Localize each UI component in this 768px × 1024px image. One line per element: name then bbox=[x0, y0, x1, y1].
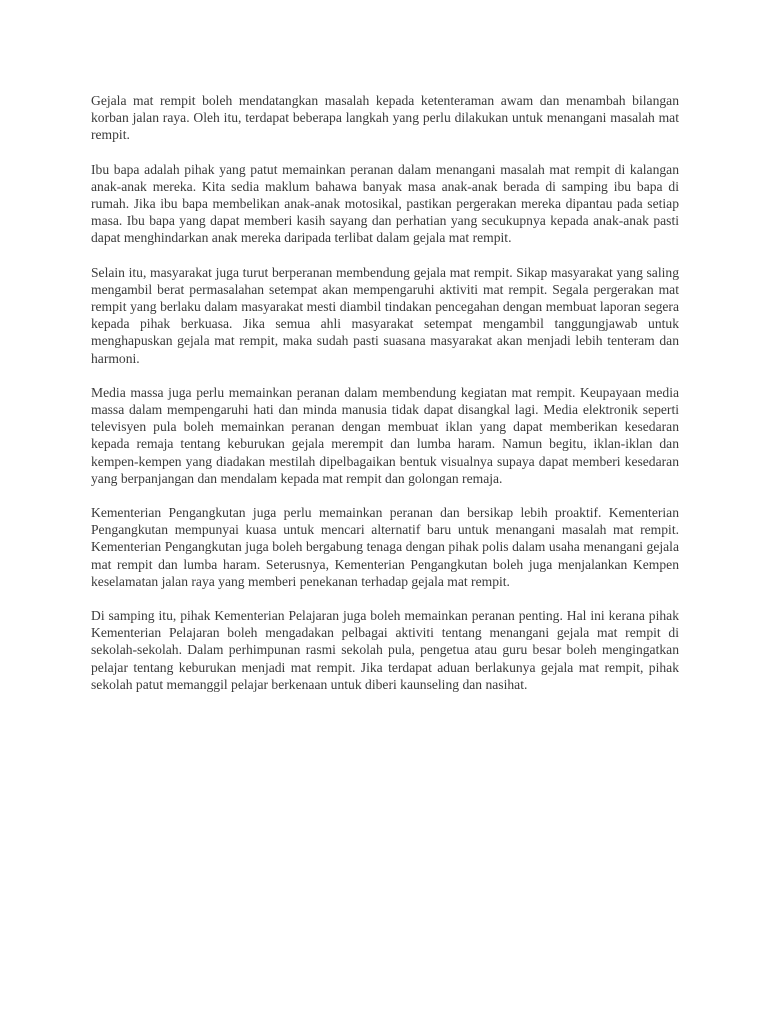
paragraph-4: Media massa juga perlu memainkan peranan dalam membendung kegiatan mat rempit. Keupayaan media massa dalam mempengaruhi hati dan minda manusia tidak dapat disangkal lagi. Media elektronik seperti televisyen pula boleh memainkan peranan dengan membuat iklan yang dapat memberikan kesedaran kepada remaja tentang keburukan gejala merempit dan lumba haram. Namun begitu, iklan-iklan dan kempen-kempen yang diadakan mestilah dipelbagaikan bentuk visualnya supaya dapat memberi kesedaran yang berpanjangan dan mendalam kepada mat rempit dan golongan remaja. bbox=[91, 384, 679, 486]
paragraph-1: Gejala mat rempit boleh mendatangkan masalah kepada ketenteraman awam dan menambah bilangan korban jalan raya. Oleh itu, terdapat beberapa langkah yang perlu dilakukan untuk menangani masalah mat rempit. bbox=[91, 93, 679, 143]
paragraph-3: Selain itu, masyarakat juga turut berperanan membendung gejala mat rempit. Sikap masyarakat yang saling mengambil berat permasalahan setempat akan mempengaruhi aktiviti mat rempit. Segala pergerakan mat rempit yang berlaku dalam masyarakat mesti diambil tindakan pencegahan dengan membuat laporan segera kepada pihak berkuasa. Jika semua ahli masyarakat setempat mengambil tanggungjawab untuk menghapuskan gejala mat rempit, maka sudah pasti suasana masyarakat akan menjadi lebih tenteram dan harmoni. bbox=[91, 264, 679, 366]
paragraph-6: Di samping itu, pihak Kementerian Pelajaran juga boleh memainkan peranan penting. Hal ini kerana pihak Kementerian Pelajaran boleh mengadakan pelbagai aktiviti tentang menangani gejala mat rempit di sekolah-sekolah. Dalam perhimpunan rasmi sekolah pula, pengetua atau guru besar boleh mengingatkan pelajar tentang keburukan menjadi mat rempit. Jika terdapat aduan berlakunya gejala mat rempit, pihak sekolah patut memanggil pelajar berkenaan untuk diberi kaunseling dan nasihat. bbox=[91, 608, 679, 692]
paragraph-5: Kementerian Pengangkutan juga perlu memainkan peranan dan bersikap lebih proaktif. Kementerian Pengangkutan mempunyai kuasa untuk mencari alternatif baru untuk menangani masalah mat rempit. Kementerian Pengangkutan juga boleh bergabung tenaga dengan pihak polis dalam usaha menangani gejala mat rempit dan lumba haram. Seterusnya, Kementerian Pengangkutan boleh juga menjalankan Kempen keselamatan jalan raya yang memberi penekanan terhadap gejala mat rempit. bbox=[91, 505, 679, 589]
paragraph-2: Ibu bapa adalah pihak yang patut memainkan peranan dalam menangani masalah mat rempit di kalangan anak-anak mereka. Kita sedia maklum bahawa banyak masa anak-anak berada di samping ibu bapa di rumah. Jika ibu bapa membelikan anak-anak motosikal, pastikan pergerakan mereka dipantau pada setiap masa. Ibu bapa yang dapat memberi kasih sayang dan perhatian yang secukupnya kepada anak-anak pasti dapat menghindarkan anak mereka daripada terlibat dalam gejala mat rempit. bbox=[91, 161, 679, 246]
essay-body bbox=[91, 92, 679, 710]
